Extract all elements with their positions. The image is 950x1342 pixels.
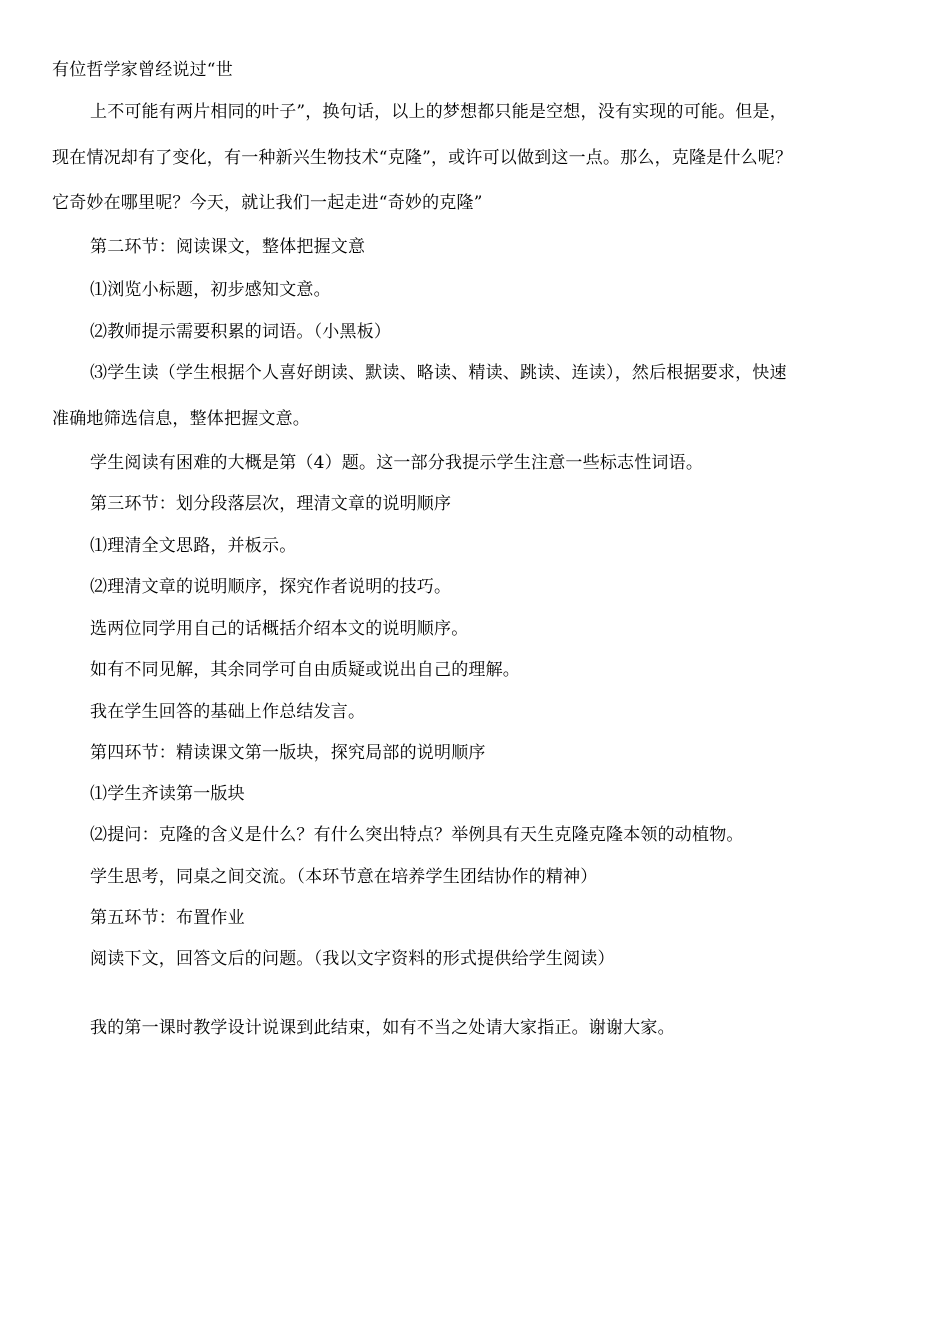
text-line-7: ⑵教师提示需要积累的词语。（小黑板） [90,322,392,342]
text-line-20: 学生思考，同桌之间交流。（本环节意在培养学生团结协作的精神） [90,867,598,887]
text-line-14: 选两位同学用自己的话概括介绍本文的说明顺序。 [90,619,469,639]
text-line-12: ⑴理清全文思路，并板示。 [90,536,297,556]
text-line-3: 现在情况却有了变化，有一种新兴生物技术“克隆”，或许可以做到这一点。那么，克隆是什么呢？ [52,148,793,168]
text-line-22: 阅读下文，回答文后的问题。（我以文字资料的形式提供给学生阅读） [90,949,615,969]
text-line-9: 准确地筛选信息，整体把握文意。 [52,409,310,429]
text-line-8: ⑶学生读（学生根据个人喜好朗读、默读、略读、精读、跳读、连读），然后根据要求，快速 [90,363,787,383]
text-line-2: 上不可能有两片相同的叶子”，换句话，以上的梦想都只能是空想，没有实现的可能。但是， [90,102,787,122]
section-heading-3: 第三环节：划分段落层次，理清文章的说明顺序 [90,494,452,514]
text-line-6: ⑴浏览小标题，初步感知文意。 [90,280,331,300]
section-heading-5: 第五环节：布置作业 [90,908,245,928]
text-line-16: 我在学生回答的基础上作总结发言。 [90,702,366,722]
text-line-18: ⑴学生齐读第一版块 [90,784,245,804]
text-line-19: ⑵提问：克隆的含义是什么？有什么突出特点？举例具有天生克隆克隆本领的动植物。 [90,825,744,845]
text-line-1: 有位哲学家曾经说过“世 [52,60,233,80]
text-line-15: 如有不同见解，其余同学可自由质疑或说出自己的理解。 [90,660,520,680]
text-line-10: 学生阅读有困难的大概是第（4）题。这一部分我提示学生注意一些标志性词语。 [90,453,704,473]
text-line-4: 它奇妙在哪里呢？今天，就让我们一起走进“奇妙的克隆” [52,193,483,213]
text-line-13: ⑵理清文章的说明顺序，探究作者说明的技巧。 [90,577,452,597]
closing-remark: 我的第一课时教学设计说课到此结束，如有不当之处请大家指正。谢谢大家。 [90,1018,675,1038]
section-heading-4: 第四环节：精读课文第一版块，探究局部的说明顺序 [90,743,486,763]
section-heading-2: 第二环节：阅读课文，整体把握文意 [90,237,366,257]
